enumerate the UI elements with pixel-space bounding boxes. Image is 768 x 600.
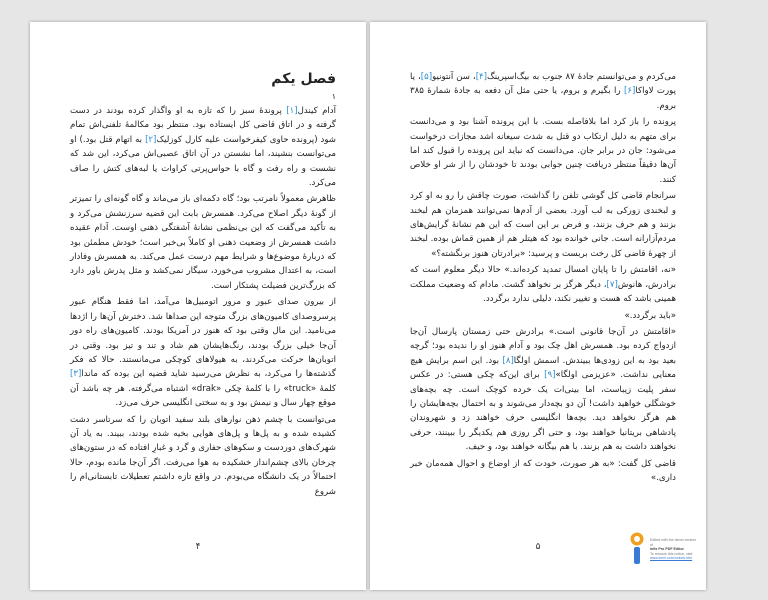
paragraph: می‌توانست با چشم ذهن نوارهای بلند سفید اتوبان را که سرتاسر دشت کشیده شده و به پل‌ها و پل‌های هوایی بخیه شده بودند، ببیند. به یاد آن شهرک‌های دوردست و سکوهای حفاری و گرد و غبارِ افتاده که در ستون‌های چرخان بالای چشم‌انداز خشکیده به هوا می‌رفت. اگر آن‌جا مانده بودم، حالا احتمالاً در یک دانشگاه می‌بودم. در واقع تازه داشتم تعطیلات تابستانی‌ام را شروع [70, 414, 336, 497]
footnote-marker[interactable]: [۳] [70, 369, 82, 380]
footnote-marker[interactable]: [۷] [606, 279, 618, 290]
page-content [70, 70, 336, 501]
footnote-marker[interactable]: [۵] [420, 72, 433, 82]
watermark-product: Infix Pro PDF Editor [650, 547, 684, 552]
chapter-title: فصل یکم [271, 71, 336, 87]
paragraph: از بیرون صدای عبور و مرور اتومبیل‌ها می‌آمد، اما فقط هنگام عبور پرسروصدای کامیون‌های بزرگ متوجه این صداها شد. دخترش آن‌ها را اژدها می‌نامید. این مال وقتی بود که هنوز در آمریکا بودند. کامیون‌های راه دور آن‌جا خیلی بزرگ بودند، رنگ‌هایشان هم شاد و تند و تیز بود. وقتی در اتوبان‌ها حرکت می‌کردند، به هیولاهای کوچکی می‌مانستند. حالا که فکر گذشته‌ها را می‌کرد، به نظرش می‌رسید شاید قضیه این بوده که ماندا[۳] کلمهٔ «truck» را با کلمهٔ چکی «drak» اشتباه می‌گرفته. هر چه باشد آن موقع چهار سال و نیمش بود و به سختی انگلیسی حرف می‌زد. [70, 297, 336, 409]
page-number: ۵ [535, 542, 541, 552]
watermark-line: To remove this notice, visit: [650, 551, 694, 556]
paragraph: «اقامتش در آن‌جا قانونی است.» برادرش حتی زمستان پارسال آن‌جا ازدواج کرده بود. همسرش اهل چک بود و آدام هنوز او را ندیده بود؛ گرچه بعید بود به این زودی‌ها ببیندش. اسمش اولگا[۸] بود. این اسم برایش هیچ معنایی نداشت. «عزیزمی اولگا»[۹] برای این‌که چکی هستی: در عکس سفر پلیت زیباست، اما بینی‌ات یک خرده کوچک است. چه بچه‌های خوشگلی خواهید داشت! آن دو بچه‌دار می‌شوند و به احتمال بچه‌هایشان را هم هرگز نخواهد دید. بچه‌ها انگلیسی حرف خواهند زد و شهروندان پادشاهی بریتانیا خواهند بود، و حتی اگر روزی هم یکدیگر را ببینند، حرفی نخواهند داشت به هم بزنند. با هم بیگانه خواهند بود، و حیف. [410, 326, 676, 453]
infix-logo-icon [628, 532, 646, 566]
footnote-marker[interactable]: [۱] [286, 106, 298, 116]
document-page-left [30, 22, 366, 590]
watermark-link[interactable]: www.iceni.com/unlock.htm [650, 556, 693, 561]
paragraph: آدام کیندل[۱] پروندهٔ سبز را که تازه به او واگذار کرده بودند در دست گرفته و در اتاق قاضی کل ایستاده بود. منتظر بود مکالمهٔ تلفنی‌اش تمام شود (پرونده حاوی کیفرخواست علیه کارل کوزلیک[۲] به اتهام قتل بود.) او می‌توانست بنشیند، اما نشستن در آن اتاق عصبی‌اش می‌کرد، این شد که نشست و راه رفت و گاه با حواس‌پرتی کراوات یا لبه‌های کتش را صاف می‌کرد. [70, 106, 336, 189]
document-page-right [370, 22, 706, 590]
paragraph: «باید برگردد.» [624, 310, 676, 321]
footnote-marker[interactable]: [۶] [624, 86, 636, 97]
paragraph: سرانجام قاضی کل گوشی تلفن را گذاشت، صورت چاقش را رو به او کرد و لبخندی زورکی به لب آورد. بعضی از آدم‌ها نمی‌توانند همزمان هم لبخند بزنند و هم حرف بزنند، و فرض بر این است که این هم نشانهٔ گرایش‌های مردم‌آزارانه است. جانی خوانده بود که هیتلر هم از همین قماش بوده. لبخند از چهرهٔ قاضی کل رخت بربست و پرسید: «برادرتان هنوز برنگشته؟» [410, 191, 676, 259]
section-number: ۱ [331, 92, 336, 101]
page-number: ۴ [195, 542, 201, 552]
watermark-line: Edited with the demo version of [650, 538, 697, 547]
watermark-text [650, 538, 700, 561]
footnote-marker[interactable]: [۴] [475, 72, 488, 82]
paragraph: می‌کردم و می‌توانستم جادهٔ ۸۷ جنوب به بیگ‌اسپرینگ[۴]، سن آنتونیو[۵]، یا پورت لاواکا[۶] را بگیرم و بروم، یا حتی مثل آن دفعه به جادهٔ شمارهٔ ۳۸۵ بروم. [410, 72, 677, 111]
footnote-marker[interactable]: [۹] [544, 370, 556, 381]
footnote-marker[interactable]: [۲] [145, 134, 157, 145]
paragraph: قاضی کل گفت: «به هر صورت، خودت که از اوضاع و احوال همه‌مان خبر داری.» [410, 458, 676, 483]
infix-watermark[interactable] [628, 532, 698, 566]
paragraph: «نه، اقامتش را تا پایان امسال تمدید کرده‌اند.» حالا دیگر معلوم است که برادرش، هانوش[۷]، دیگر هرگز بر نخواهد گشت. مادام که وضعیت مملکت همینی باشد که هست و تغییر نکند، دلیلی ندارد برگردد. [410, 265, 676, 305]
page-content [410, 70, 676, 487]
paragraph: ظاهرش معمولاً نامرتب بود؛ گاه دکمه‌ای باز می‌ماند و گاه گونه‌ای را تمیزتر از گونهٔ دیگر اصلاح می‌کرد. همسرش بابت این قضیه سرزنشش می‌کرد و به تأکید می‌گفت که این بی‌نظمی نشانهٔ آشفتگی ذهنی اوست. آدام عقیده داشت همسرش از وضعیت ذهنی او کاملاً بی‌خبر است؛ خودش مطمئن بود که دربارهٔ موضوع‌ها و شرایط مهم درست عمل می‌کند. به همسرش وفادار است، به اعتدال مشروب می‌خورد، سیگار نمی‌کشد و مثل پدرش باور دارد که بزرگ‌ترین فضیلت پشتکار است. [70, 194, 336, 291]
footnote-marker[interactable]: [۸] [502, 355, 514, 366]
paragraph: پرونده را باز کرد اما بلافاصله بست. با این پرونده آشنا بود و می‌دانست برای متهم به دلیل ارتکاب دو قتل به شدت سیعانه اشد مجازات درخواست می‌شود: جان در برابر جان. می‌دانست که نباید این پرونده را قبول کند اما آن‌ها دقیقاً منتظر دریافت چنین جوابی بودند تا خودشان را از شر او خلاص کنند. [410, 117, 676, 185]
